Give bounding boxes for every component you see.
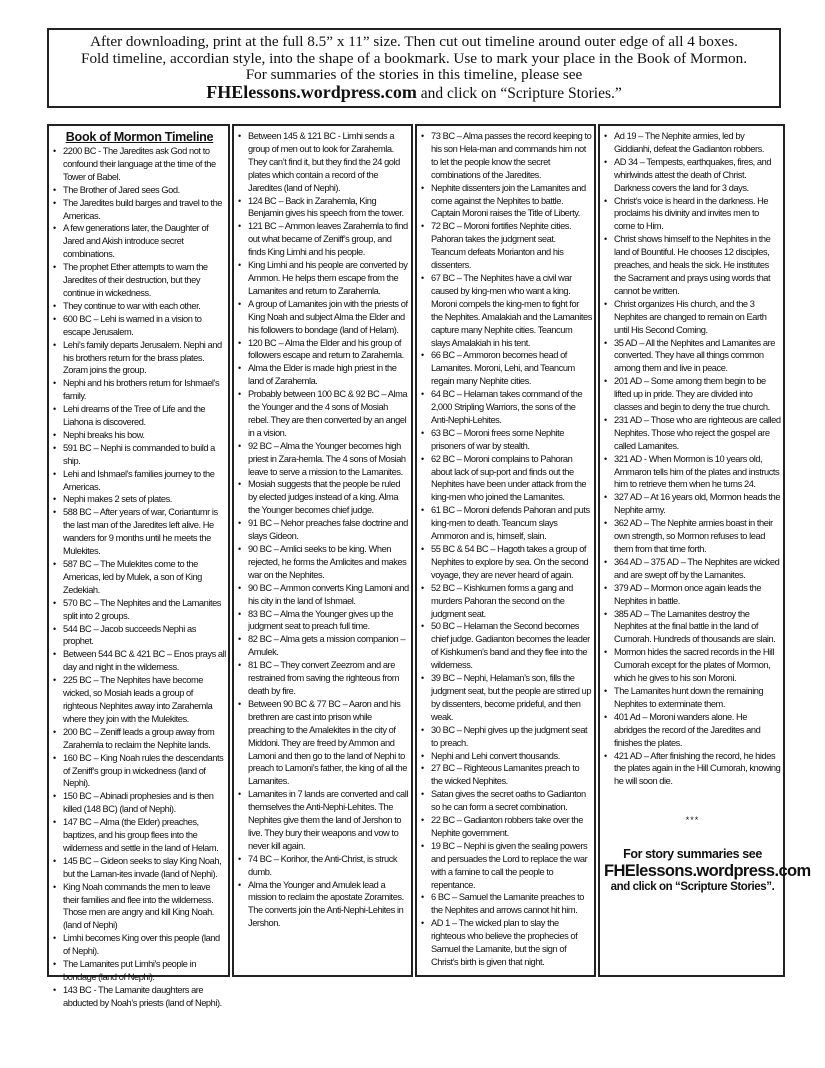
- timeline-entry: • 231 AD – Those who are righteous are called Nephites. Those who reject the gospel are called Lamanites.: [604, 414, 781, 453]
- timeline-entry: • Lehi’s family departs Jerusalem. Nephi and his brothers return for the brass plates. Zoram joins the group.: [53, 339, 226, 378]
- timeline-entry: • 90 BC – Amlici seeks to be king. When rejected, he forms the Amlicites and makes war on the Nephites.: [238, 543, 409, 582]
- timeline-entry: • Nephi and Lehi convert thousands.: [421, 750, 592, 763]
- timeline-entry: • 50 BC – Helaman the Second becomes chief judge. Gadianton becomes the leader of Kishkumen’s band and they flee into the wilderness.: [421, 620, 592, 672]
- timeline-entry: • Mormon hides the sacred records in the Hill Cumorah except for the plates of Mormon, which he gives to his son Moroni.: [604, 646, 781, 685]
- timeline-entry: • The Brother of Jared sees God.: [53, 184, 226, 197]
- timeline-entry: • Lamanites in 7 lands are converted and call themselves the Anti-Nephi-Lehites. The Nephites give them the land of Jershon to live. They bury their weapons and vow to never kill again.: [238, 788, 409, 853]
- timeline-entry: • The prophet Ether attempts to warn the Jaredites of their destruction, but they continue in wickedness.: [53, 261, 226, 300]
- timeline-entry: • A group of Lamanites join with the priests of King Noah and subject Alma the Elder and his followers to bondage (land of Helam).: [238, 298, 409, 337]
- timeline-title: Book of Mormon Timeline: [65, 130, 214, 144]
- timeline-entry: • 225 BC – The Nephites have become wicked, so Mosiah leads a group of righteous Nephites away into Zarahemla where they join with the Mulekites.: [53, 674, 226, 726]
- timeline-entry: • Satan gives the secret oaths to Gadianton so he can form a secret combination.: [421, 788, 592, 814]
- timeline-entry: • 83 BC – Alma the Younger gives up the judgment seat to preach full time.: [238, 608, 409, 634]
- timeline-entry: • 6 BC – Samuel the Lamanite preaches to the Nephites and arrows cannot hit him.: [421, 891, 592, 917]
- timeline-list-3: [421, 130, 592, 969]
- timeline-entry: • 327 AD – At 16 years old, Mormon heads the Nephite army.: [604, 491, 781, 517]
- instructions-line-4-rest: and click on “Scripture Stories.”: [416, 84, 622, 102]
- instructions-box: [47, 28, 781, 108]
- timeline-entry: • 401 Ad – Moroni wanders alone. He abridges the record of the Jaredites and finishes the plates.: [604, 711, 781, 750]
- footer-line-1: For story summaries see: [623, 847, 762, 862]
- timeline-entry: • 150 BC – Abinadi prophesies and is then killed (148 BC) (land of Nephi).: [53, 790, 226, 816]
- timeline-entry: • Probably between 100 BC & 92 BC – Alma the Younger and the 4 sons of Mosiah rebel. They are then converted by an angel in a vision.: [238, 388, 409, 440]
- timeline-entry: • 55 BC & 54 BC – Hagoth takes a group of Nephites to explore by sea. On the second voyage, they are never heard of again.: [421, 543, 592, 582]
- timeline-entry: • Ad 19 – The Nephite armies, led by Giddianhi, defeat the Gadianton robbers.: [604, 130, 781, 156]
- timeline-entry: • 30 BC – Nephi gives up the judgment seat to preach.: [421, 724, 592, 750]
- timeline-entry: • 121 BC – Ammon leaves Zarahemla to find out what became of Zeniff’s group, and finds King Limhi and his people.: [238, 220, 409, 259]
- timeline-entry: • 64 BC – Helaman takes command of the 2,000 Stripling Warriors, the sons of the Anti-Nephi-Lehites.: [421, 388, 592, 427]
- timeline-entry: • 74 BC – Korihor, the Anti-Christ, is struck dumb.: [238, 853, 409, 879]
- timeline-entry: • Christ organizes His church, and the 3 Nephites are changed to remain on Earth until His Second Coming.: [604, 298, 781, 337]
- timeline-entry: • Limhi becomes King over this people (land of Nephi).: [53, 932, 226, 958]
- timeline-entry: • 22 BC – Gadianton robbers take over the Nephite government.: [421, 814, 592, 840]
- timeline-entry: • 379 AD – Mormon once again leads the Nephites in battle.: [604, 582, 781, 608]
- timeline-entry: • 201 AD – Some among them begin to be lifted up in pride. They are divided into classes and begin to deny the true church.: [604, 375, 781, 414]
- timeline-entry: • 385 AD – The Lamanites destroy the Nephites at the final battle in the land of Cumorah. Hundreds of thousands are slain.: [604, 608, 781, 647]
- timeline-entry: • Nephi and his brothers return for Ishmael’s family.: [53, 377, 226, 403]
- timeline-entry: • King Limhi and his people are converted by Ammon. He helps them escape from the Lamanites and return to Zarahemla.: [238, 259, 409, 298]
- timeline-entry: • 35 AD – All the Nephites and Lamanites are converted. They have all things common among them and live in peace.: [604, 337, 781, 376]
- timeline-entry: • The Lamanites put Limhi’s people in bondage (land of Nephi).: [53, 958, 226, 984]
- timeline-entry: • 587 BC – The Mulekites come to the Americas, led by Mulek, a son of King Zedekiah.: [53, 558, 226, 597]
- timeline-entry: • 39 BC – Nephi, Helaman’s son, fills the judgment seat, but the people are stirred up by dissenters, become prideful, and then weak.: [421, 672, 592, 724]
- separator-stars: ***: [685, 815, 700, 826]
- timeline-entry: • 145 BC – Gideon seeks to slay King Noah, but the Laman-ites invade (land of Nephi).: [53, 855, 226, 881]
- timeline-entry: • 81 BC – They convert Zeezrom and are restrained from saving the righteous from death by fire.: [238, 659, 409, 698]
- timeline-entry: • 570 BC – The Nephites and the Lamanites split into 2 groups.: [53, 597, 226, 623]
- timeline-entry: • Nephi breaks his bow.: [53, 429, 226, 442]
- timeline-entry: • 147 BC – Alma (the Elder) preaches, baptizes, and his group flees into the wilderness and settle in the land of Helam.: [53, 816, 226, 855]
- timeline-entry: • Between 90 BC & 77 BC – Aaron and his brethren are cast into prison while preaching to the Amalekites in the city of Middoni. They are freed by Ammon and Lamoni and then go to the land of Nephi to preach to Lamoni’s father, the king of all the Lamanites.: [238, 698, 409, 788]
- timeline-entry: • 321 AD - When Mormon is 10 years old, Ammaron tells him of the plates and instructs him to retrieve them when he turns 24.: [604, 453, 781, 492]
- timeline-entry: • Nephite dissenters join the Lamanites and come against the Nephites to battle. Captain Moroni raises the Title of Liberty.: [421, 182, 592, 221]
- timeline-entry: • Nephi makes 2 sets of plates.: [53, 493, 226, 506]
- timeline-entry: • 2200 BC - The Jaredites ask God not to confound their language at the time of the Tower of Babel.: [53, 145, 226, 184]
- timeline-entry: • 92 BC – Alma the Younger becomes high priest in Zara-hemla. The 4 sons of Mosiah leave to serve a mission to the Lamanites.: [238, 440, 409, 479]
- timeline-entry: • The Jaredites build barges and travel to the Americas.: [53, 197, 226, 223]
- timeline-entry: • Lehi and Ishmael’s families journey to the Americas.: [53, 468, 226, 494]
- footer-website-link[interactable]: FHElessons.wordpress.com: [604, 862, 811, 881]
- timeline-entry: • 73 BC – Alma passes the record keeping to his son Hela-man and commands him not to let the people know the secret combinations of the Jaredites.: [421, 130, 592, 182]
- timeline-entry: • Christ shows himself to the Nephites in the land of Bountiful. He chooses 12 disciples, preaches, and heals the sick. He institutes the Sacrament and prays using words that cannot be written.: [604, 233, 781, 298]
- timeline-entry: • 160 BC – King Noah rules the descendants of Zeniff’s group in wickedness (land of Nephi).: [53, 752, 226, 791]
- timeline-entry: • The Lamanites hunt down the remaining Nephites to exterminate them.: [604, 685, 781, 711]
- timeline-entry: • Christ’s voice is heard in the darkness. He proclaims his divinity and invites men to come to Him.: [604, 195, 781, 234]
- timeline-panel-4: [598, 124, 811, 977]
- timeline-entry: • 591 BC – Nephi is commanded to build a ship.: [53, 442, 226, 468]
- timeline-entry: • 27 BC – Righteous Lamanites preach to the wicked Nephites.: [421, 762, 592, 788]
- timeline-entry: • 544 BC – Jacob succeeds Nephi as prophet.: [53, 623, 226, 649]
- timeline-entry: • 90 BC – Ammon converts King Lamoni and his city in the land of Ishmael.: [238, 582, 409, 608]
- timeline-entry: • King Noah commands the men to leave their families and flee into the wilderness. Those men are angry and kill King Noah. (land of Nephi): [53, 881, 226, 933]
- timeline-entry: • Between 544 BC & 421 BC – Enos prays all day and night in the wilderness.: [53, 648, 226, 674]
- timeline-list-4: [604, 130, 781, 788]
- timeline-entry: • AD 34 – Tempests, earthquakes, fires, and whirlwinds attest the death of Christ. Darkness covers the land for 3 days.: [604, 156, 781, 195]
- timeline-entry: • A few generations later, the Daughter of Jared and Akish introduce secret combinations.: [53, 222, 226, 261]
- timeline-list-1: [53, 145, 226, 1010]
- timeline-entry: • Lehi dreams of the Tree of Life and the Liahona is discovered.: [53, 403, 226, 429]
- timeline-entry: • 19 BC – Nephi is given the sealing powers and persuades the Lord to replace the war with a famine to call the people to repentance.: [421, 840, 592, 892]
- timeline-entry: • Alma the Elder is made high priest in the land of Zarahemla.: [238, 362, 409, 388]
- timeline-panel-3: [415, 124, 596, 977]
- timeline-entry: • 72 BC – Moroni fortifies Nephite cities. Pahoran takes the judgment seat. Teancum defeats Morianton and his dissenters.: [421, 220, 592, 272]
- timeline-entry: • Alma the Younger and Amulek lead a mission to reclaim the apostate Zoramites. The converts join the Anti-Nephi-Lehites in Jershon.: [238, 879, 409, 931]
- timeline-entry: • AD 1 – The wicked plan to slay the righteous who believe the prophecies of Samuel the Lamanite, but the sign of Christ’s birth is given that night.: [421, 917, 592, 969]
- timeline-entry: • 362 AD – The Nephite armies boast in their own strength, so Mormon refuses to lead them from that time forth.: [604, 517, 781, 556]
- timeline-entry: • 91 BC – Nehor preaches false doctrine and slays Gideon.: [238, 517, 409, 543]
- timeline-entry: • 600 BC – Lehi is warned in a vision to escape Jerusalem.: [53, 313, 226, 339]
- timeline-entry: • 66 BC – Ammoron becomes head of Lamanites. Moroni, Lehi, and Teancum regain many Nephite cities.: [421, 349, 592, 388]
- instructions-line-1: After downloading, print at the full 8.5” x 11” size. Then cut out timeline around outer edge of all 4 boxes.: [90, 33, 738, 50]
- timeline-entry: • 61 BC – Moroni defends Pahoran and puts king-men to death. Teancum slays Ammoron and is, himself, slain.: [421, 504, 592, 543]
- instructions-line-3: For summaries of the stories in this timeline, please see: [245, 66, 583, 83]
- timeline-entry: • 364 AD – 375 AD – The Nephites are wicked and are swept off by the Lamanites.: [604, 556, 781, 582]
- website-link[interactable]: FHElessons.wordpress.com: [206, 81, 417, 102]
- timeline-list-2: [238, 130, 409, 930]
- instructions-line-2: Fold timeline, accordian style, into the shape of a bookmark. Use to mark your place in the Book of Mormon.: [81, 49, 747, 67]
- timeline-entry: • 82 BC – Alma gets a mission companion – Amulek.: [238, 633, 409, 659]
- timeline-entry: • 124 BC – Back in Zarahemla, King Benjamin gives his speech from the tower.: [238, 195, 409, 221]
- timeline-entry: • 143 BC - The Lamanite daughters are abducted by Noah’s priests (land of Nephi).: [53, 984, 226, 1010]
- timeline-entry: • 120 BC – Alma the Elder and his group of followers escape and return to Zarahemla.: [238, 337, 409, 363]
- timeline-entry: • 588 BC – After years of war, Coriantumr is the last man of the Jaredites left alive. He wanders for 9 months until he meets the Mulekites.: [53, 506, 226, 558]
- timeline-entry: • 62 BC – Moroni complains to Pahoran about lack of sup-port and finds out the Nephites have been under attack from the king-men who joined the Lamanites.: [421, 453, 592, 505]
- timeline-entry: • 67 BC – The Nephites have a civil war caused by king-men who want a king. Moroni compels the king-men to fight for the Nephites. Amalakiah and the Lamanites capture many Nephite cities. Teancum slays Amalakiah in his tent.: [421, 272, 592, 349]
- timeline-entry: • 200 BC – Zeniff leads a group away from Zarahemla to reclaim the Nephite lands.: [53, 726, 226, 752]
- timeline-entry: • Between 145 & 121 BC - Limhi sends a group of men out to look for Zarahemla. They can’t find it, but they find the 24 gold plates which contain a record of the Jaredites (land of Nephi).: [238, 130, 409, 195]
- timeline-entry: • Mosiah suggests that the people be ruled by elected judges instead of a king. Alma the Younger becomes chief judge.: [238, 478, 409, 517]
- timeline-entry: • 421 AD – After finishing the record, he hides the plates again in the Hill Cumorah, knowing he will soon die.: [604, 750, 781, 789]
- timeline-entry: • They continue to war with each other.: [53, 300, 226, 313]
- timeline-entry: • 63 BC – Moroni frees some Nephite prisoners of war by stealth.: [421, 427, 592, 453]
- timeline-entry: • 52 BC – Kishkumen forms a gang and murders Pahoran the second on the judgment seat.: [421, 582, 592, 621]
- footer-line-3: and click on “Scripture Stories”.: [610, 881, 775, 894]
- timeline-panel-1: [47, 124, 230, 1008]
- timeline-panel-2: [232, 124, 413, 977]
- story-summaries-note: [604, 847, 811, 894]
- instructions-line-4: [49, 81, 779, 103]
